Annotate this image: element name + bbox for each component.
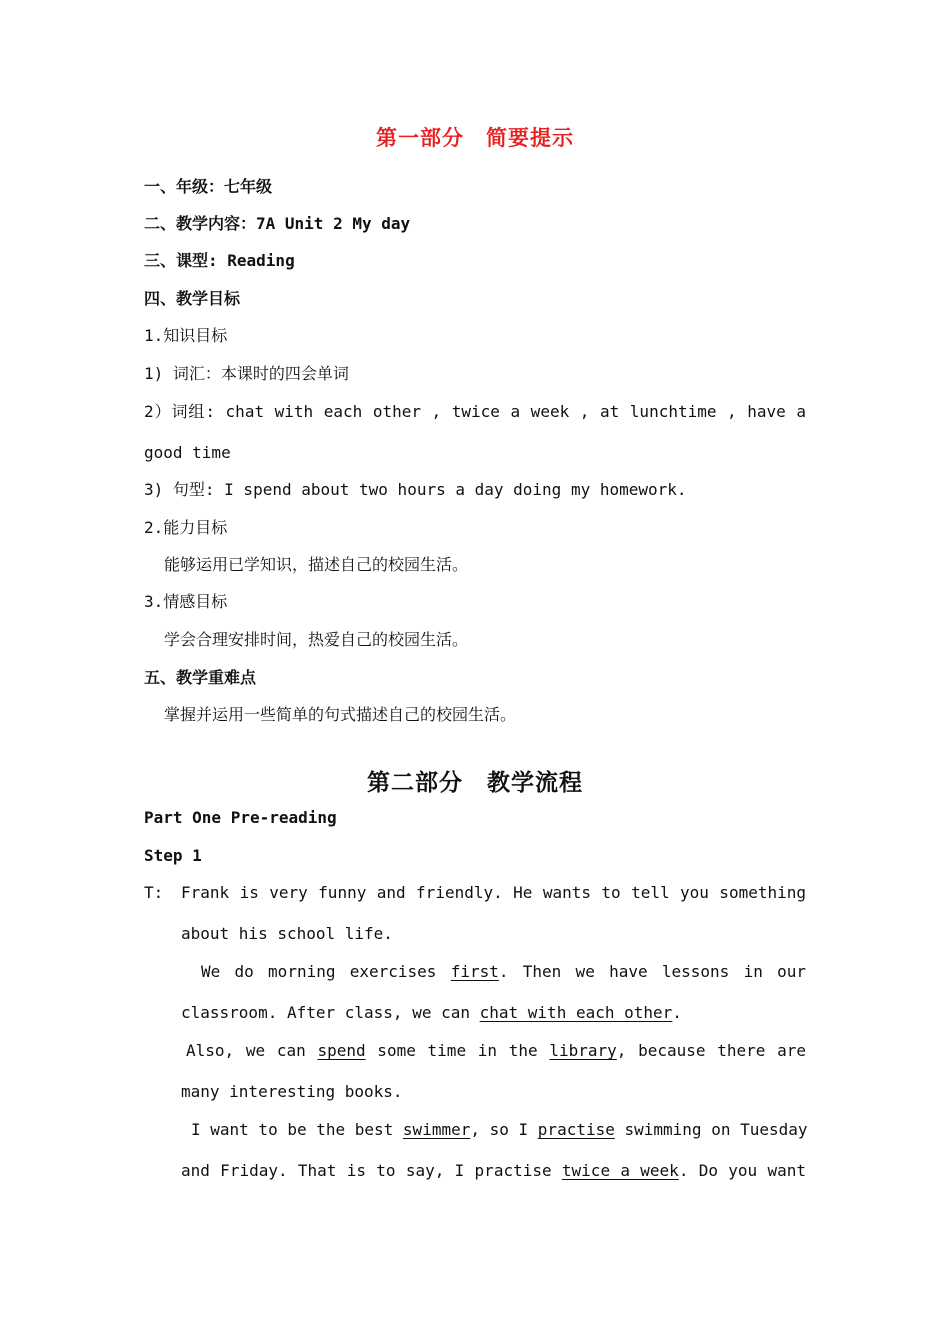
underlined-swimmer: swimmer: [402, 1120, 471, 1139]
teacher-text-2: about his school life.: [181, 924, 393, 943]
underlined-chat: chat with each other: [479, 1003, 673, 1022]
emotion-text: 学会合理安排时间，热爱自己的校园生活。: [164, 630, 469, 649]
passage-line-1: We do morning exercises first. Then we have lessons in our: [201, 962, 806, 981]
part-one-title: 第一部分 简要提示: [376, 125, 574, 150]
passage-line-5: I want to be the best swimmer, so I practise swimming on Tuesday: [191, 1120, 808, 1139]
underlined-twice-a-week: twice a week: [561, 1161, 679, 1180]
keypoints-heading: 五、教学重难点: [144, 668, 257, 687]
passage-line-4: many interesting books.: [181, 1082, 403, 1101]
teacher-text-1: Frank is very funny and friendly. He wants to tell you something: [181, 883, 806, 902]
ability-heading: 2.能力目标: [144, 518, 228, 537]
content-line: 二、教学内容：7A Unit 2 My day: [144, 214, 411, 233]
passage-line-3: Also, we can spend some time in the library, because there are: [186, 1041, 807, 1060]
part-two-title: 第二部分 教学流程: [367, 769, 583, 796]
underlined-first: first: [450, 962, 499, 981]
underlined-spend: spend: [317, 1041, 366, 1060]
ability-text: 能够运用已学知识，描述自己的校园生活。: [164, 555, 469, 574]
objectives-heading: 四、教学目标: [144, 289, 241, 308]
lesson-type-line: 三、课型: Reading: [144, 251, 295, 270]
phrases-line-2: good time: [144, 443, 231, 462]
underlined-practise: practise: [537, 1120, 615, 1139]
teacher-tag: T:: [144, 883, 164, 902]
underlined-library: library: [549, 1041, 617, 1060]
emotion-heading: 3.情感目标: [144, 592, 228, 611]
part-one-heading: Part One Pre-reading: [144, 808, 337, 827]
step-heading: Step 1: [144, 846, 202, 865]
phrases-line-1: 2）词组: chat with each other , twice a week , at lunchtime , have a: [144, 402, 806, 421]
sentence-line: 3) 句型: I spend about two hours a day doing my homework.: [144, 480, 687, 499]
passage-line-6: and Friday. That is to say, I practise twice a week. Do you want: [181, 1161, 806, 1180]
vocab-line: 1) 词汇：本课时的四会单词: [144, 364, 349, 383]
passage-line-2: classroom. After class, we can chat with each other.: [181, 1003, 682, 1022]
knowledge-heading: 1.知识目标: [144, 326, 228, 345]
keypoints-text: 掌握并运用一些简单的句式描述自己的校园生活。: [164, 705, 517, 724]
grade-line: 一、年级：七年级: [144, 177, 273, 196]
